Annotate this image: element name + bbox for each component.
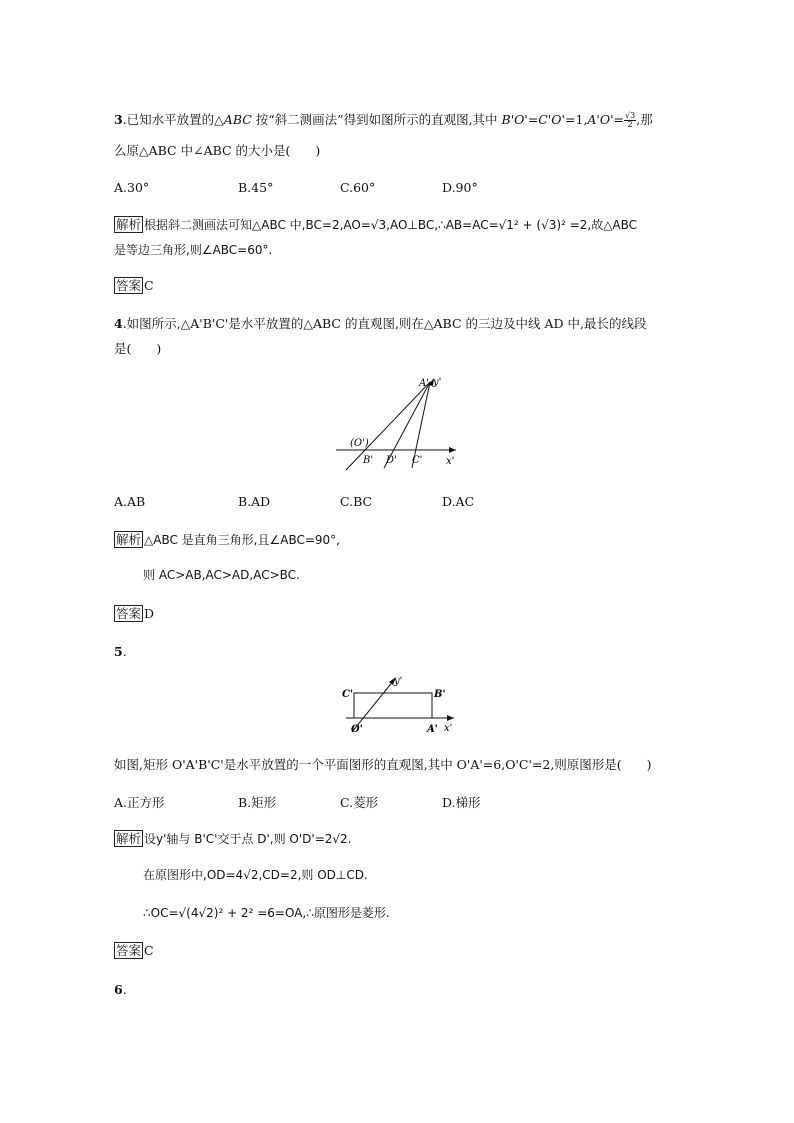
q5-daan-label: 答案 [116,943,142,958]
q3-option-a: A.30° [114,180,150,195]
q3-stem-line2: 么原△ABC 中∠ABC 的大小是( ) [114,143,321,158]
q4-label-d: D' [386,455,397,466]
q4-daan-label: 答案 [116,606,142,621]
q3-option-b: B.45° [238,180,274,195]
q5-label-c: C' [342,689,354,700]
q4-label-y: y' [433,377,442,388]
q4-option-d: D.AC [442,494,475,509]
q4-stem-line2: 是( ) [114,341,162,356]
q5-solution-line2: 在原图形中,OD=4√2,CD=2,则 OD⊥CD. [143,868,368,882]
q5-number: 5. [114,644,127,659]
q5-answer: 答案 C [116,943,154,958]
q5-jiexi-label: 解析 [116,831,142,846]
q4-option-a: A.AB [114,494,146,509]
q4-jiexi-label: 解析 [116,532,142,547]
q6-number: 6. [114,982,127,997]
q5-figure [338,674,458,738]
q3-solution-line1: 解析 根据斜二测画法可知△ABC 中,BC=2,AO=√3,AO⊥BC,∴AB=AC=√1² + (√3)² =2,故△ABC [116,217,638,232]
q4-stem-line1: 4.如图所示,△A'B'C'是水平放置的△ABC 的直观图,则在△ABC 的三边及中线 AD 中,最长的线段 [114,316,647,331]
q5-label-o: O' [351,724,363,735]
q4-label-x: x' [446,456,455,467]
q4-solution-line2: 则 AC>AB,AC>AD,AC>BC. [143,568,300,582]
q3-stem-line1: 3.已知水平放置的△ABC 按“斜二测画法”得到如图所示的直观图,其中 B'O'=C'O'=1,A'O'= $\frac{√3}{2}$ ,那 [114,111,653,129]
q4-label-a: A' [419,378,429,389]
q3-option-d: D.90° [442,180,478,195]
q4-label-o: (O') [350,438,369,449]
q5-option-c: C.菱形 [340,795,379,810]
q3-daan-label: 答案 [116,278,142,293]
q3-fraction: $\frac{√3}{2}$ [625,111,636,129]
q5-solution-line3: ∴OC=√(4√2)² + 2² =6=OA,∴原图形是菱形. [143,906,390,920]
q5-stem: 如图,矩形 O'A'B'C'是水平放置的一个平面图形的直观图,其中 O'A'=6,O'C'=2,则原图形是( ) [114,757,652,772]
q5-label-a: A' [427,724,438,735]
q3-solution-line2: 是等边三角形,则∠ABC=60°. [114,243,273,257]
q5-option-d: D.梯形 [442,795,481,810]
q4-answer: 答案 D [116,606,155,621]
q3-jiexi-label: 解析 [116,217,142,232]
q4-option-b: B.AD [238,494,271,509]
q5-option-a: A.正方形 [114,795,165,810]
q3-option-c: C.60° [340,180,376,195]
q5-solution-line1: 解析 设y'轴与 B'C'交于点 D',则 O'D'=2√2. [116,831,352,846]
q4-option-c: C.BC [340,494,373,509]
q3-answer: 答案 C [116,278,154,293]
q4-label-c: C' [412,455,423,466]
q5-option-b: B.矩形 [238,795,277,810]
q5-label-x: x' [444,723,453,734]
q5-label-b: B' [434,689,446,700]
q5-label-y: y' [394,676,403,687]
q4-figure [330,372,470,472]
q4-label-b: B' [363,455,374,466]
q4-solution-line1: 解析 △ABC 是直角三角形,且∠ABC=90°, [116,532,340,547]
